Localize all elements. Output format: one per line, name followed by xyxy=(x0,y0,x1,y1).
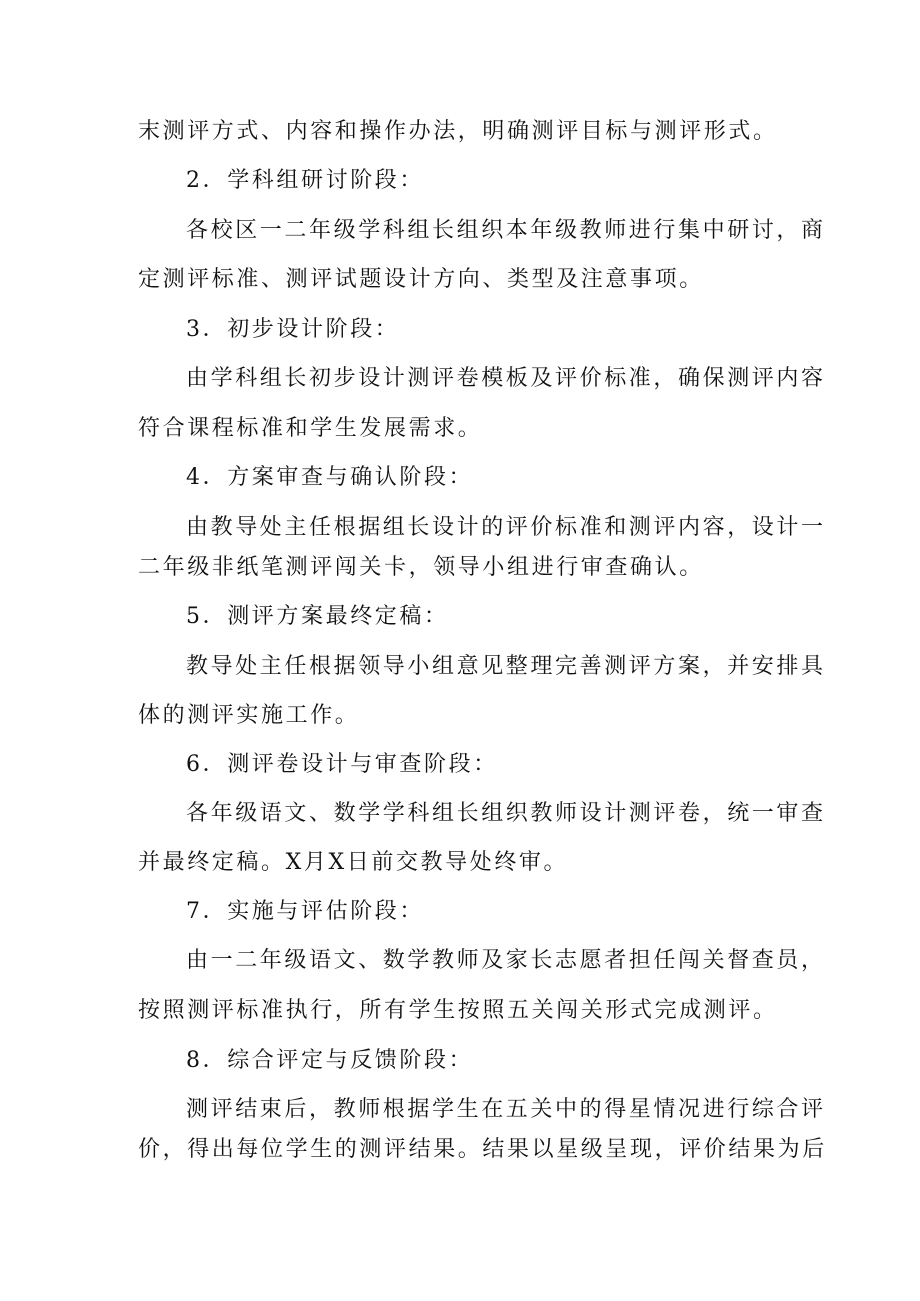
paragraph-line-13: 体的测评实施工作。 xyxy=(138,703,360,728)
section-heading-4: 4．方案审查与确认阶段： xyxy=(186,465,474,490)
paragraph-line-4: 定测评标准、测评试题设计方向、类型及注意事项。 xyxy=(138,267,704,292)
paragraph-line-10: 二年级非纸笔测评闯关卡，领导小组进行审查确认。 xyxy=(138,555,704,580)
paragraph-line-7: 符合课程标准和学生发展需求。 xyxy=(138,416,483,441)
paragraph-line-15: 各年级语文、数学学科组长组织教师设计测评卷，统一审查 xyxy=(186,801,826,826)
section-heading-6: 6．测评卷设计与审查阶段： xyxy=(186,752,498,777)
paragraph-line-22: 价，得出每位学生的测评结果。结果以星级呈现，评价结果为后 xyxy=(138,1137,827,1162)
section-heading-7: 7．实施与评估阶段： xyxy=(186,899,424,924)
paragraph-line-21: 测评结束后，教师根据学生在五关中的得星情况进行综合评 xyxy=(186,1097,826,1122)
paragraph-line-3: 各校区一二年级学科组长组织本年级教师进行集中研讨，商 xyxy=(186,218,826,243)
paragraph-line-1: 末测评方式、内容和操作办法，明确测评目标与测评形式。 xyxy=(138,119,778,144)
paragraph-line-12: 教导处主任根据领导小组意见整理完善测评方案，并安排具 xyxy=(186,654,826,679)
section-heading-3: 3．初步设计阶段： xyxy=(186,317,400,342)
paragraph-line-6: 由学科组长初步设计测评卷模板及评价标准，确保测评内容 xyxy=(186,366,826,391)
paragraph-line-9: 由教导处主任根据组长设计的评价标准和测评内容，设计一 xyxy=(186,515,826,540)
section-heading-8: 8．综合评定与反馈阶段： xyxy=(186,1048,474,1073)
paragraph-line-19: 按照测评标准执行，所有学生按照五关闯关形式完成测评。 xyxy=(138,998,778,1023)
section-heading-2: 2．学科组研讨阶段： xyxy=(186,168,424,193)
paragraph-line-18: 由一二年级语文、数学教师及家长志愿者担任闯关督查员， xyxy=(186,948,826,973)
section-heading-5: 5．测评方案最终定稿： xyxy=(186,604,449,629)
paragraph-line-16: 并最终定稿。X月X日前交教导处终审。 xyxy=(138,850,569,875)
